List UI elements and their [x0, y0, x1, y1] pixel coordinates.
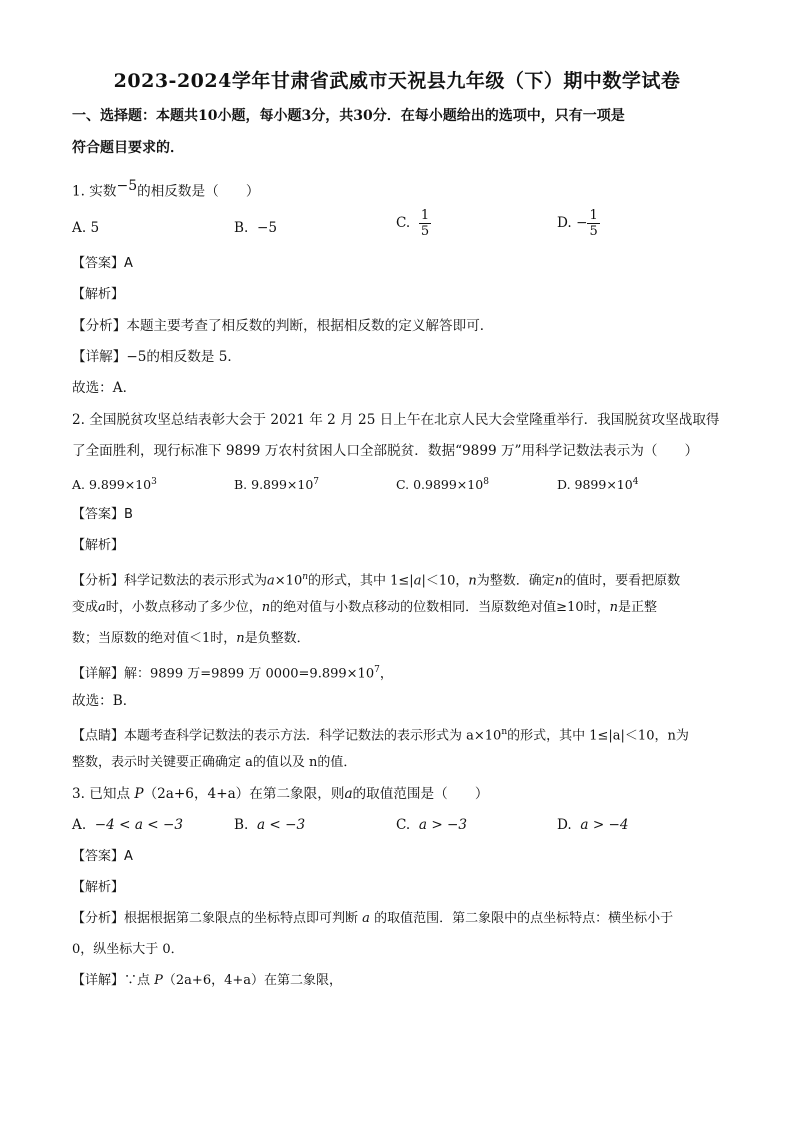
q2-analysis: 【解析】 — [72, 538, 125, 553]
q2-dianjing-line1: 【点睛】本题考查科学记数法的表示方法．科学记数法的表示形式为 $a\times 10^n$的形式，其中 1≤|a|＜10，n为 — [72, 727, 689, 744]
page-title: 2023-2024学年甘肃省武威市天祝县九年级（下）期中数学试卷 — [113, 70, 681, 92]
q3-option-a: A. −4 < a < −3 — [72, 817, 184, 833]
q1-suffix: 的相反数是（ ） — [137, 183, 260, 200]
q2-stem-line1: 2. 全国脱贫攻坚总结表彰大会于 2021 年 2 月 25 日上午在北京人民大会堂隆重举行．我国脱贫攻坚战取得 — [72, 412, 720, 428]
q1-prefix: 1. 实数 — [72, 183, 117, 200]
q1-option-d-fraction: $\frac{1}{5}$ — [589, 208, 598, 239]
q3-stem: 3. 已知点 P（2a+6，4+a）在第二象限，则a的取值范围是（ ） — [72, 786, 489, 802]
q1-option-c-fraction: $\frac{1}{5}$ — [420, 208, 430, 239]
q2-choose: 故选：B． — [72, 693, 137, 709]
q3-option-b: B. a < −3 — [234, 817, 306, 833]
q1-xiangjie: 【详解】−5的相反数是 5． — [72, 349, 241, 365]
q1-answer: 【答案】A — [72, 256, 133, 271]
q3-option-d: D. a > −4 — [557, 817, 629, 833]
q3-option-c: C. a > −3 — [396, 817, 468, 833]
section-heading-line1: 一、选择题：本题共10小题，每小题3分，共30分．在每小题给出的选项中，只有一项是 — [72, 108, 625, 124]
q1-option-b: B. −5 — [234, 220, 278, 236]
q1-option-d: D. − $\frac{1}{5}$ — [557, 208, 598, 239]
q2-answer: 【答案】B — [72, 507, 133, 522]
q1-fenxi: 【分析】本题主要考查了相反数的判断，根据相反数的定义解答即可． — [72, 318, 494, 334]
q2-option-c: C. $0.9899\times 10^8$ — [396, 477, 489, 493]
q2-xiangjie: 【详解】解：9899 万=9899 万 $0000=9.899\times 10^7$， — [72, 665, 393, 682]
q3-xiangjie: 【详解】∵点 P（2a+6，4+a）在第二象限， — [72, 973, 343, 988]
q3-answer: 【答案】A — [72, 849, 133, 864]
q3-fenxi-line1: 【分析】根据根据第二象限点的坐标特点即可判断 a 的取值范围．第二象限中的点坐标特点：横坐标小于 — [72, 911, 674, 926]
q2-stem-line2: 了全面胜利，现行标准下 9899 万农村贫困人口全部脱贫．数据“9899 万”用科学记数法表示为（ ） — [72, 443, 699, 459]
q1-option-c: C. $\frac{1}{5}$ — [396, 208, 430, 239]
q2-fenxi-line2: 变成a时，小数点移动了多少位，n的绝对值与小数点移动的位数相同．当原数绝对值≥10时，n是正整 — [72, 600, 657, 615]
q1-analysis: 【解析】 — [72, 287, 125, 302]
section-heading-line2: 符合题目要求的． — [72, 140, 184, 156]
q3-fenxi-line2: 0，纵坐标大于 0． — [72, 942, 184, 957]
q1-option-a: A. 5 — [72, 220, 100, 236]
q2-option-b: B. $9.899\times 10^7$ — [234, 477, 320, 493]
q2-dianjing-line2: 整数，表示时关键要正确确定 a的值以及 n的值． — [72, 755, 357, 770]
q1-choose: 故选：A． — [72, 380, 137, 396]
q2-option-d: D. $9899\times 10^4$ — [557, 477, 639, 493]
q1-stem — [72, 176, 259, 202]
q2-fenxi-line3: 数；当原数的绝对值＜1时，n是负整数． — [72, 631, 310, 646]
q1-math: −5 — [116, 178, 138, 194]
q3-analysis: 【解析】 — [72, 880, 125, 895]
q2-fenxi-line1: 【分析】科学记数法的表示形式为$a\times 10^n$的形式，其中 1≤|a|＜10，n为整数．确定n的值时，要看把原数 — [72, 572, 681, 589]
q2-option-a: A. $9.899\times 10^3$ — [72, 477, 157, 493]
